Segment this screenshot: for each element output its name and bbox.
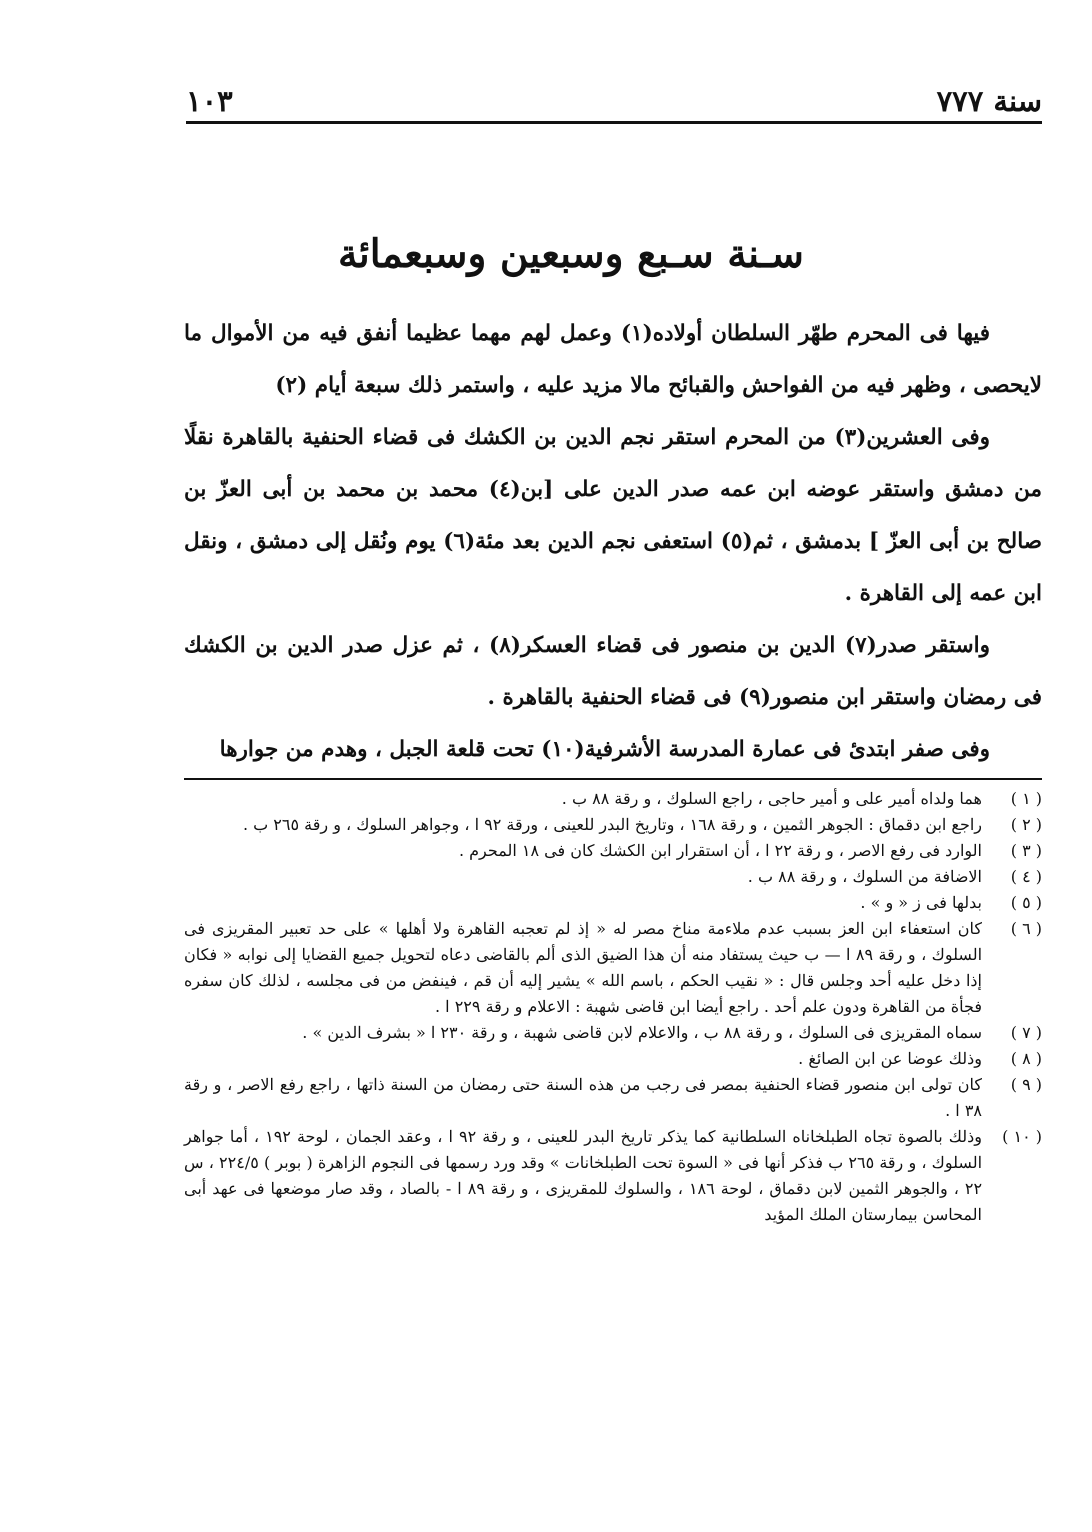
- footnote: [184, 864, 1042, 890]
- footnote: [184, 1020, 1042, 1046]
- footnote-text: الوارد فى رفع الاصر ، و رقة ٢٢ ا ، أن استقرار ابن الكشك كان فى ١٨ المحرم .: [458, 841, 982, 860]
- footnote: [184, 786, 1042, 812]
- footnote: [184, 916, 1042, 1020]
- footnote: [184, 812, 1042, 838]
- year-label: سنة ٧٧٧: [936, 84, 1042, 118]
- footnote: [184, 1124, 1042, 1228]
- footnote-text: كان تولى ابن منصور قضاء الحنفية بمصر فى رجب من هذه السنة حتى رمضان من السنة ذاتها ، راجع رفع الاصر ، و رقة ٣٨ ا .: [184, 1075, 982, 1120]
- header-rule: [186, 121, 1042, 124]
- footnote: [184, 1046, 1042, 1072]
- footnote-number: ( ١ ): [1010, 789, 1042, 808]
- footnote-number: ( ٩ ): [1010, 1075, 1042, 1094]
- footnote-text: راجع ابن دقماق : الجوهر الثمين ، و رقة ١٦٨ ، وتاريخ البدر للعينى ، ورقة ٩٢ ا ، وجواهر السلوك ، و رقة ٢٦٥ ب .: [242, 815, 982, 834]
- footnote: [184, 890, 1042, 916]
- paragraph: واستقر صدر(٧) الدين بن منصور فى قضاء العسكر(٨) ، ثم عزل صدر الدين بن الكشك فى رمضان واستقر ابن منصور(٩) فى قضاء الحنفية بالقاهرة .: [184, 633, 1042, 710]
- paragraph: وفى صفر ابتدئ فى عمارة المدرسة الأشرفية(١٠) تحت قلعة الجبل ، وهدم من جوارها: [219, 737, 990, 762]
- footnote-text: وذلك عوضا عن ابن الصائغ .: [798, 1049, 982, 1068]
- footnote-number: ( ٥ ): [1010, 893, 1042, 912]
- running-head: [186, 72, 1042, 118]
- footnotes-rule: [184, 778, 1042, 780]
- footnote-number: ( ٦ ): [1010, 919, 1042, 938]
- paragraph: وفى العشرين(٣) من المحرم استقر نجم الدين بن الكشك فى قضاء الحنفية بالقاهرة نقلًا من دمشق واستقر عوضه ابن عمه صدر الدين على [بن(٤) محمد بن محمد بن أبى العزّ بن صالح بن أبى العزّ ] بدمشق ، ثم(٥) استعفى نجم الدين بعد مئة(٦) يوم ونُقل إلى دمشق ، ونقل ابن عمه إلى القاهرة .: [184, 425, 1043, 606]
- footnote-number: ( ٣ ): [1010, 841, 1042, 860]
- footnote-number: ( ٨ ): [1010, 1049, 1042, 1068]
- footnote: [184, 838, 1042, 864]
- footnote-number: ( ٢ ): [1010, 815, 1042, 834]
- footnote-number: ( ١٠ ): [1002, 1127, 1042, 1146]
- footnote-number: ( ٤ ): [1010, 867, 1042, 886]
- footnotes: [184, 786, 1042, 1228]
- footnote-text: الاضافة من السلوك ، و رقة ٨٨ ب .: [747, 867, 982, 886]
- footnote-text: بدلها فى ز « و » .: [860, 893, 982, 912]
- footnote-text: هما ولداه أمير على و أمير حاجى ، راجع السلوك ، و رقة ٨٨ ب .: [561, 789, 982, 808]
- page-number: ١٠٣: [186, 84, 233, 118]
- footnote-number: ( ٧ ): [1010, 1023, 1042, 1042]
- footnote: [184, 1072, 1042, 1124]
- chapter-title: سـنة سـبع وسبعين وسبعمائة: [338, 231, 804, 277]
- footnote-text: كان استعفاء ابن العز بسبب عدم ملاءمة مناخ مصر له « إذ لم تعجبه القاهرة ولا أهلها » على حد تعبير المقريزى فى السلوك ، و رقة ٨٩ ا — ب حيث يستفاد منه أن هذا الضيق الذى ألم بالقاضى دعاه لتحويل جميع القضايا إلى نوابه « فكان إذا دخل عليه أحد وجلس قال : « نقيب الحكم ، باسم الله » يشير إليه أن قم ، فينفض من فى مجلسه ، لذلك كان سفره فجأة من القاهرة ودون علم أحد . راجع أيضا ابن قاضى شهبة : الاعلام و رقة ٢٢٩ ا .: [184, 919, 983, 1016]
- body-text: [184, 308, 1042, 776]
- footnote-text: وذلك بالصوة تجاه الطبلخاناه السلطانية كما يذكر تاريخ البدر للعينى ، و رقة ٩٢ ا ، وعقد الجمان ، لوحة ١٩٢ ، أما جواهر السلوك ، و رقة ٢٦٥ ب فذكر أنها فى « السوة تحت الطبلخانات » وقد ورد رسمها فى النجوم الزاهرة ( بوبر ) ٢٢٤/٥ ، س ٢٢ ، والجوهر الثمين لابن دقماق ، لوحة ١٨٦ ، والسلوك للمقريزى ، و رقة ٨٩ ا - بالصاد ، وقد صار موضعها فى عهد أبى المحاسن بيمارستان الملك المؤيد: [184, 1127, 983, 1224]
- footnote-text: سماه المقريزى فى السلوك ، و رقة ٨٨ ب ، والاعلام لابن قاضى شهبة ، و رقة ٢٣٠ ا « بشرف الدين » .: [302, 1023, 982, 1042]
- paragraph: فيها فى المحرم طهّر السلطان أولاده(١) وعمل لهم مهما عظيما أنفق فيه من الأموال ما لايحصى ، وظهر فيه من الفواحش والقبائح مالا مزيد عليه ، واستمر ذلك سبعة أيام (٢): [184, 321, 1042, 398]
